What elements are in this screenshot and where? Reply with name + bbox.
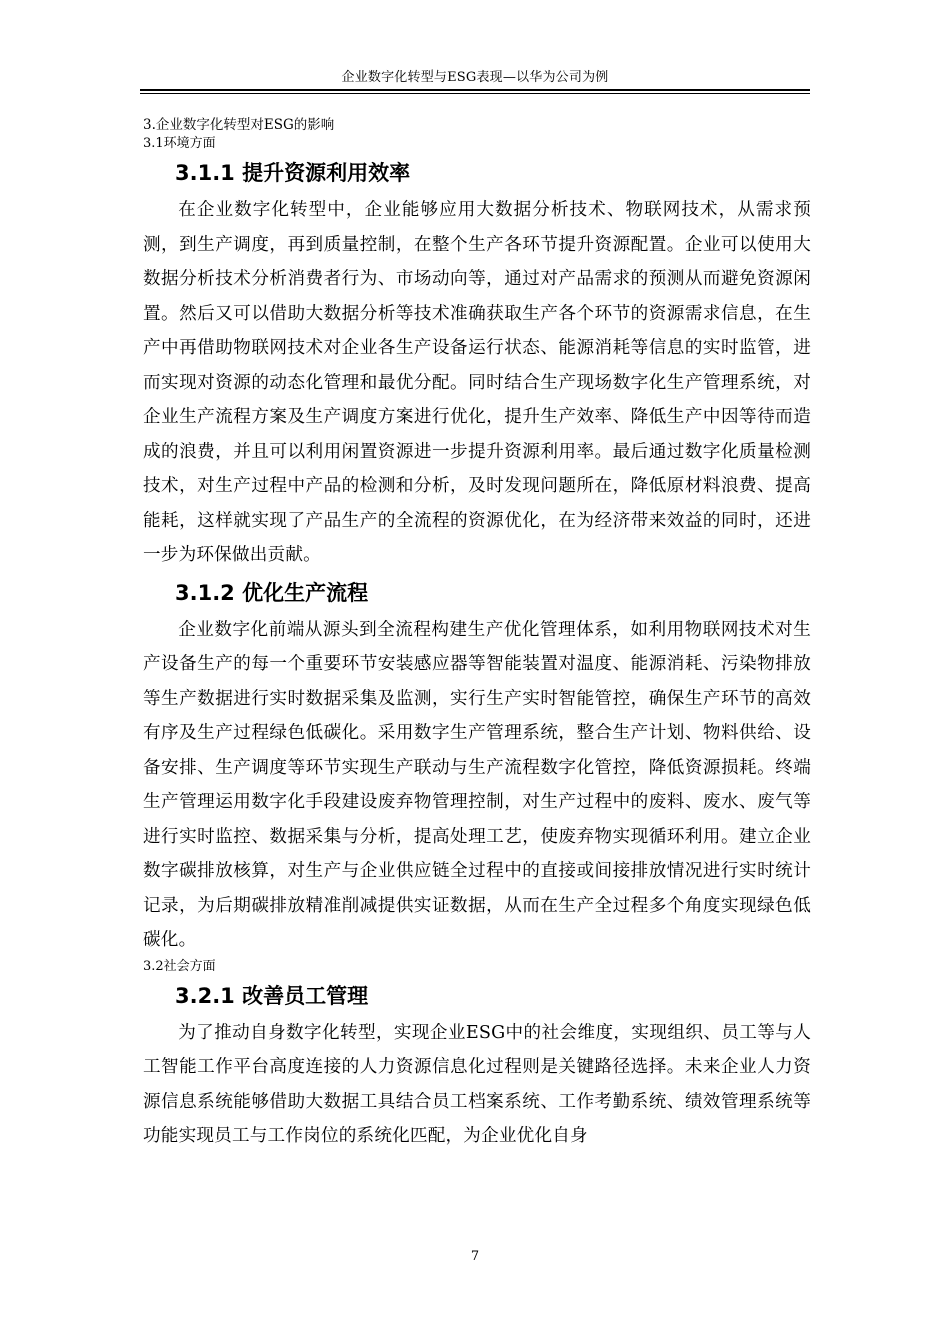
document-body: [143, 115, 811, 1154]
subsection-heading-3-2-1: 3.2.1 改善员工管理: [175, 983, 369, 1008]
section-heading-3: 3.企业数字化转型对ESG的影响: [143, 117, 335, 133]
subsection-heading-3-1-2: 3.1.2 优化生产流程: [175, 580, 369, 605]
header-rule-thin: [140, 93, 810, 94]
header-rule: [140, 89, 810, 91]
section-heading-3-2: 3.2社会方面: [143, 958, 216, 974]
running-header: 企业数字化转型与ESG表现—以华为公司为例: [341, 70, 609, 85]
subsection-heading-3-1-1: 3.1.1 提升资源利用效率: [175, 161, 411, 185]
paragraph-3-2-1: 为了推动自身数字化转型，实现企业ESG中的社会维度，实现组织、员工等与人工智能工作平台高度连接的人力资源信息化过程则是关键路径选择。未来企业人力资源信息系统能够借助大数据工具结合员工档案系统、工作考勤系统、绩效管理系统等功能实现员工与工作岗位的系统化匹配，为企业优化自身: [143, 1022, 811, 1146]
paragraph-3-1-2: 企业数字化前端从源头到全流程构建生产优化管理体系，如利用物联网技术对生产设备生产的每一个重要环节安装感应器等智能装置对温度、能源消耗、污染物排放等生产数据进行实时数据采集及监测，实行生产实时智能管控，确保生产环节的高效有序及生产过程绿色低碳化。采用数字生产管理系统，整合生产计划、物料供给、设备安排、生产调度等环节实现生产联动与生产流程数字化管控，降低资源损耗。终端生产管理运用数字化手段建设废弃物管理控制，对生产过程中的废料、废水、废气等进行实时监控、数据采集与分析，提高处理工艺，使废弃物实现循环利用。建立企业数字碳排放核算，对生产与企业供应链全过程中的直接或间接排放情况进行实时统计记录，为后期碳排放精准削减提供实证数据，从而在生产全过程多个角度实现绿色低碳化。: [143, 619, 811, 950]
section-heading-3-1: 3.1环境方面: [143, 136, 216, 151]
paragraph-3-1-1: 在企业数字化转型中，企业能够应用大数据分析技术、物联网技术，从需求预测，到生产调度，再到质量控制，在整个生产各环节提升资源配置。企业可以使用大数据分析技术分析消费者行为、市场动向等，通过对产品需求的预测从而避免资源闲置。然后又可以借助大数据分析等技术准确获取生产各个环节的资源需求信息，在生产中再借助物联网技术对企业各生产设备运行状态、能源消耗等信息的实时监管，进而实现对资源的动态化管理和最优分配。同时结合生产现场数字化生产管理系统，对企业生产流程方案及生产调度方案进行优化，提升生产效率、降低生产中因等待而造成的浪费，并且可以利用闲置资源进一步提升资源利用率。最后通过数字化质量检测技术，对生产过程中产品的检测和分析，及时发现问题所在，降低原材料浪费、提高能耗，这样就实现了产品生产的全流程的资源优化，在为经济带来效益的同时，还进一步为环保做出贡献。: [143, 200, 811, 565]
page-number: 7: [470, 1249, 480, 1264]
